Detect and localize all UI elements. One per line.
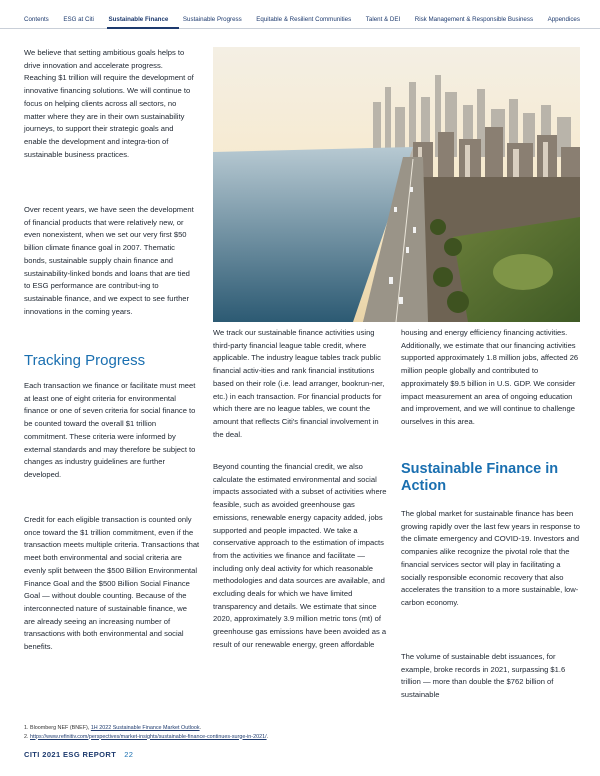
- nav-contents[interactable]: Contents: [24, 16, 49, 23]
- cityscape-illustration: [213, 47, 580, 322]
- page-footer: [24, 750, 133, 759]
- tracking-progress-heading: Tracking Progress: [24, 352, 146, 369]
- col3-paragraph-3: The volume of sustainable debt issuances, for example, broke records in 2021, surpassing $1.6 trillion — more than double the $762 billion of sustainable: [401, 652, 566, 700]
- col3-debt-issuances: [401, 651, 581, 702]
- footnote-1-suffix: .: [199, 725, 202, 731]
- nav-divider: [0, 28, 600, 29]
- nav-talent-dei[interactable]: Talent & DEI: [365, 16, 401, 23]
- nav-sustainable-progress[interactable]: Sustainable Progress: [182, 16, 242, 23]
- col1-credit: [24, 514, 200, 654]
- nav-risk-management[interactable]: Risk Management & Responsible Business: [414, 16, 534, 23]
- col2-paragraph-2: Beyond counting the financial credit, we also calculate the estimated environmental and social impacts associated with a subset of activities where feasible, such as avoided greenhouse gas emissions, renewable energy capacity added, jobs supported and people impacted. We take a conservative approach to the estimation of impacts from the activities we finance and facilitate — including only deal activity for which reasonable methodologies and data sources are available, and excluding deals for which we have limited transparency and details. We estimate that since 2020, approximately 3.9 million metric tons (mt) of greenhouse gas emissions have been avoided as a result of our renewable energy, green affordable: [213, 462, 387, 649]
- col1-criteria: [24, 380, 200, 482]
- nav-sustainable-finance[interactable]: Sustainable Finance: [108, 16, 169, 23]
- footnote-2-suffix: .: [266, 733, 269, 740]
- col3-global-market: [401, 508, 581, 610]
- nav-appendices[interactable]: Appendices: [547, 16, 580, 23]
- footnotes: [24, 724, 268, 741]
- sustainable-finance-in-action-heading: Sustainable Finance in Action: [401, 461, 559, 494]
- col1-paragraph-3: Each transaction we finance or facilitate must meet at least one of eight criteria for environmental finance or one of seven criteria for social finance to be counted toward the overall $1 trillion commitment. These criteria were informed by external standards and may therefore be subject to changes as industry guidelines are further developed.: [24, 381, 196, 479]
- col1-paragraph-4: Credit for each eligible transaction is counted only once toward the $1 trillion commitment, even if the transaction meets multiple criteria. Transactions that meet both environmental and social criteria are evenly split between the $500 Billion Environmental Finance Goal and the $500 Billion Social Finance Goal — without double counting. Because of the interconnected nature of sustainable finance, we are already seeing an increasing number of transactions with both environmental and social benefits.: [24, 515, 200, 652]
- footnote-2-prefix: 2.: [24, 733, 30, 740]
- active-tab-indicator: [107, 27, 179, 29]
- page-number: 22: [124, 750, 134, 759]
- col1-paragraph-2: Over recent years, we have seen the development of financial products that were relatively new, or even nonexistent, when we set our very first $50 billion climate finance goal in 2007. Thematic bonds, sustainable supply chain finance and sustainability-linked bonds and loans that are tied to ESG performance are contribut-ing to sustainable finance, and we expect to see further innovations in the coming years.: [24, 205, 194, 316]
- footnote-2-link[interactable]: https://www.refinitiv.com/perspectives/market-insights/sustainable-finance-continues-surge-in-2021/: [30, 733, 267, 740]
- col2-impacts: [213, 461, 391, 652]
- col3-paragraph-2: The global market for sustainable finance has been growing rapidly over the last few years in response to the climate emergency and COVID-19. Investors and companies alike recognize the pivotal role that the financial services sector will play in facilitating a socially responsible economic recovery that also accelerates the transition to a more sustainable, low-carbon economy.: [401, 509, 580, 607]
- col3-paragraph-1: housing and energy efficiency financing activities. Additionally, we estimate that our financing activities supported approximately 1.8 million jobs, affected 26 million people globally and contributed to approximately $9.5 billion in U.S. GDP. We consider impact measurement an area of ongoing education and improvement, and we will continue to challenge ourselves in this area.: [401, 328, 579, 426]
- footnote-1: [24, 724, 268, 733]
- nav-esg-at-citi[interactable]: ESG at Citi: [63, 16, 94, 23]
- col1-intro: [24, 47, 196, 161]
- nav-equitable-communities[interactable]: Equitable & Resilient Communities: [256, 16, 352, 23]
- col1-recent-years: [24, 204, 196, 318]
- col2-league-tables: [213, 327, 391, 441]
- report-title: CITI 2021 ESG REPORT: [24, 750, 117, 759]
- city-bridge-photo: [213, 47, 580, 322]
- footnote-1-prefix: 1. Bloomberg NEF (BNEF),: [24, 725, 91, 731]
- col2-paragraph-1: We track our sustainable finance activities using third-party financial league table credit, where applicable. The industry league tables track public financial activ-ities and rank financial institutions based on their role (i.e. lead arranger, bookrun-ner, etc.) in each transaction. For financial products for which there are no league tables, we count the amount that reflects Citi's financial involvement in the deal.: [213, 328, 385, 439]
- col3-housing: [401, 327, 581, 429]
- footnote-2: [24, 733, 268, 742]
- footnote-1-link[interactable]: 1H 2022 Sustainable Finance Market Outlook: [90, 725, 200, 731]
- col1-paragraph-1: We believe that setting ambitious goals helps to drive innovation and accelerate progress. Reaching $1 trillion will require the development of innovative financing solutions. We will continue to focus on helping clients across all sectors, no matter where they are in their own sustainability journeys, to support their strategic goals and enable the development and integra-tion of sustainable business practices.: [24, 48, 194, 159]
